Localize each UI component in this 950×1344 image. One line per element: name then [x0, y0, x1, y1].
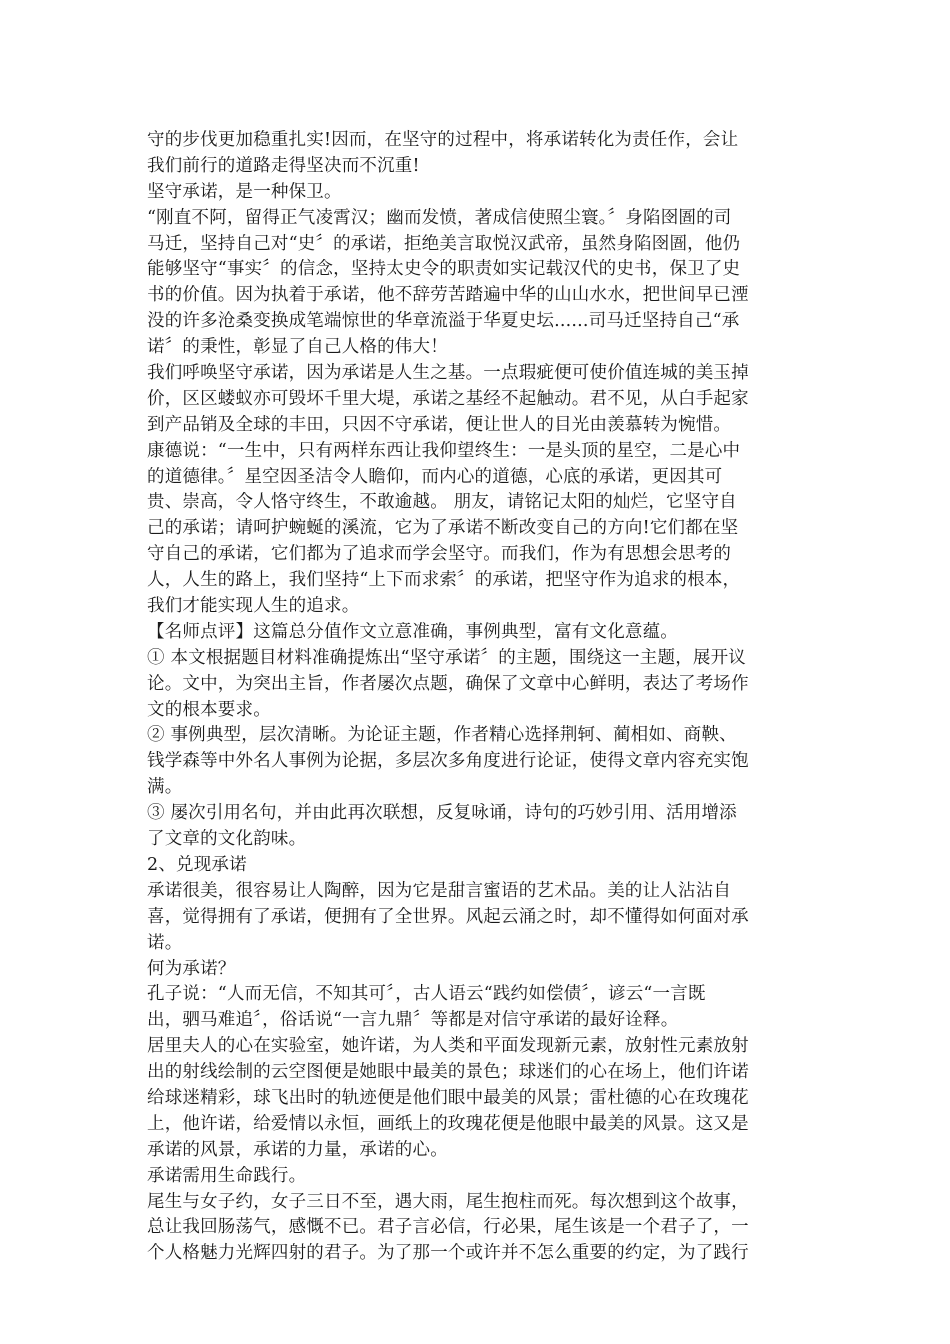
text-line: 个人格魅力光辉四射的君子。为了那一个或许并不怎么重要的约定，为了践行 [147, 1243, 749, 1264]
text-line: 坚守承诺，是一种保卫。 [147, 181, 342, 202]
text-line: 能够坚守“事实〞的信念，坚持太史令的职责如实记载汉代的史书，保卫了史 [147, 259, 741, 280]
text-line: 贵、崇高，令人恪守终生，不敢逾越。 朋友，请铭记太阳的灿烂，它坚守自 [147, 492, 737, 513]
text-line: 没的许多沧桑变换成笔端惊世的华章流溢于华夏史坛......司马迁坚持自己“承 [147, 311, 740, 332]
text-line: 承诺很美，很容易让人陶醉，因为它是甜言蜜语的艺术品。美的让人沾沾自 [147, 880, 732, 901]
text-line: 守自己的承诺，它们都为了追求而学会坚守。而我们，作为有思想会思考的 [147, 544, 732, 565]
text-line: 何为承诺？ [147, 958, 236, 979]
text-line: 钱学森等中外名人事例为论据，多层次多角度进行论证，使得文章内容充实饱 [147, 751, 749, 772]
text-line: 论。文中，为突出主旨，作者屡次点题，确保了文章中心鲜明，表达了考场作 [147, 673, 749, 694]
text-line: 2、兑现承诺 [147, 854, 247, 875]
text-line: 诺〞的秉性，彰显了自己人格的伟大！ [147, 337, 448, 358]
text-line: 己的承诺；请呵护蜿蜒的溪流，它为了承诺不断改变自己的方向!它们都在坚 [147, 518, 739, 539]
text-line: 出的射线绘制的云空图便是她眼中最美的景色；球迷们的心在场上，他们许诺 [147, 1062, 749, 1083]
text-line: 了文章的文化韵味。 [147, 829, 307, 850]
text-line: 守的步伐更加稳重扎实!因而，在坚守的过程中，将承诺转化为责任作，会让 [147, 130, 739, 150]
text-line: 出，驷马难追〞，俗话说“一言九鼎〞等都是对信守承诺的最好诠释。 [147, 1010, 679, 1031]
text-line: 康德说：“一生中，只有两样东西让我仰望终生：一是头顶的星空，二是心中 [147, 440, 741, 461]
essay-body [147, 128, 807, 1267]
text-line: 居里夫人的心在实验室，她许诺，为人类和平面发现新元素，放射性元素放射 [147, 1036, 749, 1057]
text-line: 诺。 [147, 932, 183, 953]
text-line: 总让我回肠荡气，感慨不已。君子言必信，行必果，尾生该是一个君子了，一 [147, 1217, 749, 1238]
text-line: 喜，觉得拥有了承诺，便拥有了全世界。风起云涌之时，却不懂得如何面对承 [147, 906, 749, 927]
text-line: 人，人生的路上，我们坚持“上下而求索〞的承诺，把坚守作为追求的根本， [147, 570, 741, 591]
text-line: ① 本文根据题目材料准确提炼出“坚守承诺〞的主题，围绕这一主题，展开议 [147, 647, 747, 668]
text-line: 承诺的风景，承诺的力量，承诺的心。 [147, 1139, 448, 1160]
text-line: “刚直不阿，留得正气凌霄汉；幽而发愤，著成信使照尘寰。〞身陷囹圄的司 [147, 207, 732, 228]
text-line: 价，区区蝼蚁亦可毁坏千里大堤，承诺之基经不起触动。君不见，从白手起家 [147, 388, 749, 409]
text-line: 马迁，坚持自己对“史〞的承诺，拒绝美言取悦汉武帝，虽然身陷囹圄，他仍 [147, 233, 741, 254]
text-line: ② 事例典型，层次清晰。为论证主题，作者精心选择荆轲、蔺相如、商鞅、 [147, 725, 737, 746]
text-line: 书的价值。因为执着于承诺，他不辞劳苦踏遍中华的山山水水，把世间早已湮 [147, 285, 749, 306]
text-line: 孔子说：“人而无信，不知其可〞，古人语云“践约如偿债〞，谚云“一言既 [147, 984, 706, 1005]
text-line: 给球迷精彩，球飞出时的轨迹便是他们眼中最美的风景；雷杜德的心在玫瑰花 [147, 1087, 749, 1108]
text-line: 我们才能实现人生的追求。 [147, 596, 360, 617]
text-line: 尾生与女子约，女子三日不至，遇大雨，尾生抱柱而死。每次想到这个故事， [147, 1191, 749, 1212]
text-line: 的道德律。〞星空因圣洁令人瞻仰，而内心的道德，心底的承诺，更因其可 [147, 466, 723, 487]
text-line: 文的根本要求。 [147, 699, 271, 720]
text-line: 满。 [147, 777, 183, 798]
text-line: 【名师点评】这篇总分值作文立意准确，事例典型，富有文化意蕴。 [147, 621, 678, 642]
text-line: ③ 屡次引用名句，并由此再次联想，反复咏诵，诗句的巧妙引用、活用增添 [147, 803, 737, 824]
text-line: 我们前行的道路走得坚决而不沉重! [147, 155, 420, 176]
text-line: 承诺需用生命践行。 [147, 1165, 307, 1186]
text-line: 到产品销及全球的丰田，只因不守承诺，便让世人的目光由羡慕转为惋惜。 [147, 414, 732, 435]
text-line: 上，他许诺，给爱情以永恒，画纸上的玫瑰花便是他眼中最美的风景。这又是 [147, 1113, 749, 1134]
text-line: 我们呼唤坚守承诺，因为承诺是人生之基。一点瑕疵便可使价值连城的美玉掉 [147, 363, 749, 384]
